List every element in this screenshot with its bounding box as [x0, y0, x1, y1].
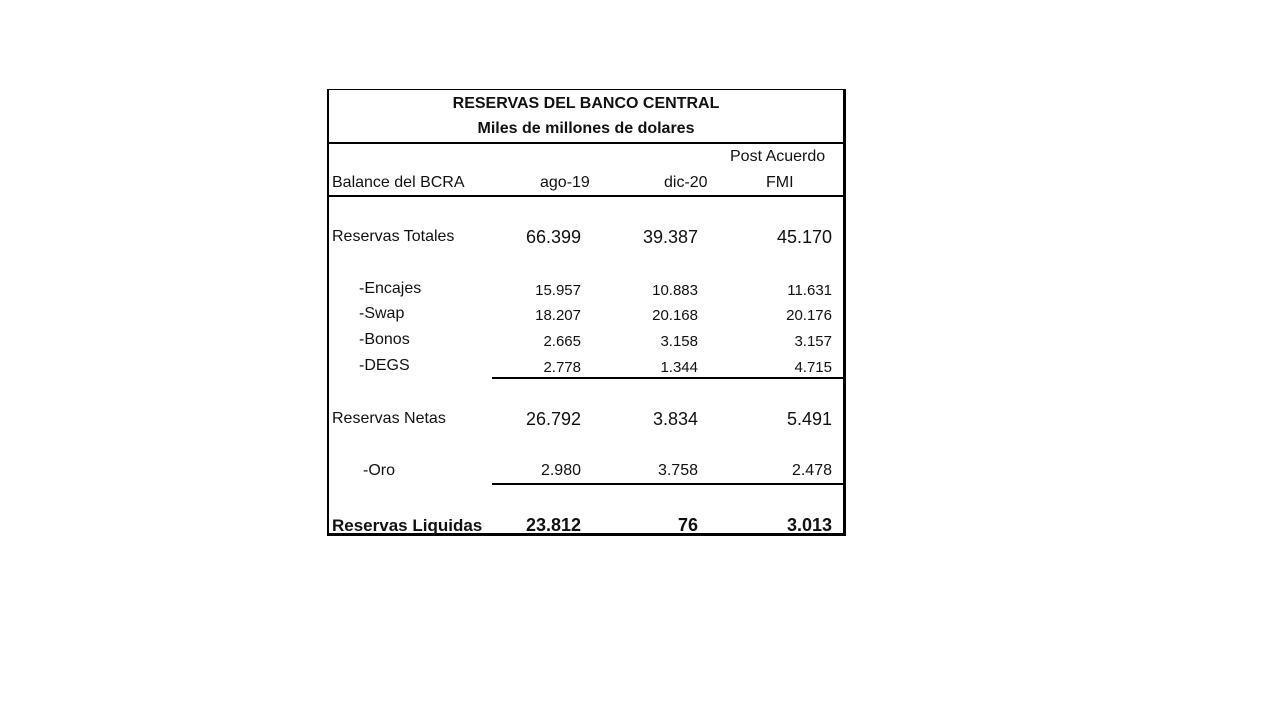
- value-ago19: 15.957: [535, 282, 581, 299]
- value-ago19: 2.980: [540, 462, 581, 479]
- row-label: Reservas Netas: [332, 410, 446, 427]
- table-title-block: [329, 90, 843, 144]
- value-dic20: 76: [677, 515, 698, 535]
- value-post-fmi: 2.478: [791, 462, 832, 479]
- value-dic20: 39.387: [642, 227, 698, 247]
- value-ago19: 26.792: [525, 409, 581, 429]
- table-row-oro: [329, 462, 843, 484]
- value-ago19: 23.812: [525, 515, 581, 535]
- col3-header-line2: FMI: [766, 174, 794, 191]
- value-ago19: 2.665: [543, 333, 581, 350]
- subtotal-underline: [492, 377, 843, 379]
- column-header: [329, 142, 843, 197]
- row-label: Reservas Totales: [332, 228, 455, 245]
- col2-header: dic-20: [664, 174, 708, 191]
- value-dic20: 3.758: [657, 462, 698, 479]
- row-label: -DEGS: [359, 357, 410, 374]
- table-row-reservas-liquidas: [329, 515, 843, 537]
- table-subtitle: Miles de millones de dolares: [477, 120, 695, 137]
- row-label: -Encajes: [359, 280, 422, 297]
- value-dic20: 20.168: [652, 307, 698, 324]
- value-dic20: 1.344: [660, 359, 698, 376]
- table-row-bonos: [329, 331, 843, 353]
- row-label: -Bonos: [359, 331, 410, 348]
- value-post-fmi: 11.631: [787, 282, 832, 299]
- col3-header-line1: Post Acuerdo: [730, 148, 826, 165]
- row-label: -Oro: [363, 462, 395, 479]
- table-row-degs: [329, 357, 843, 379]
- col1-header: ago-19: [540, 174, 590, 191]
- value-dic20: 10.883: [652, 282, 698, 299]
- row-label: Reservas Liquidas: [332, 516, 483, 535]
- table-row-reservas-totales: [329, 227, 843, 249]
- table-row-swap: [329, 305, 843, 327]
- row-label-header: Balance del BCRA: [332, 174, 465, 191]
- value-post-fmi: 4.715: [794, 359, 832, 376]
- table-row-encajes: [329, 280, 843, 302]
- reserves-table: [327, 89, 846, 536]
- value-post-fmi: 3.013: [786, 515, 832, 535]
- table-title: RESERVAS DEL BANCO CENTRAL: [452, 95, 720, 112]
- value-dic20: 3.158: [660, 333, 698, 350]
- total-underline: [492, 483, 843, 485]
- value-post-fmi: 45.170: [776, 227, 832, 247]
- value-ago19: 66.399: [525, 227, 581, 247]
- value-ago19: 18.207: [535, 307, 581, 324]
- row-label: -Swap: [359, 305, 405, 322]
- value-post-fmi: 20.176: [786, 307, 832, 324]
- value-post-fmi: 5.491: [786, 409, 832, 429]
- table-row-reservas-netas: [329, 409, 843, 431]
- value-post-fmi: 3.157: [794, 333, 832, 350]
- value-ago19: 2.778: [543, 359, 581, 376]
- value-dic20: 3.834: [652, 409, 698, 429]
